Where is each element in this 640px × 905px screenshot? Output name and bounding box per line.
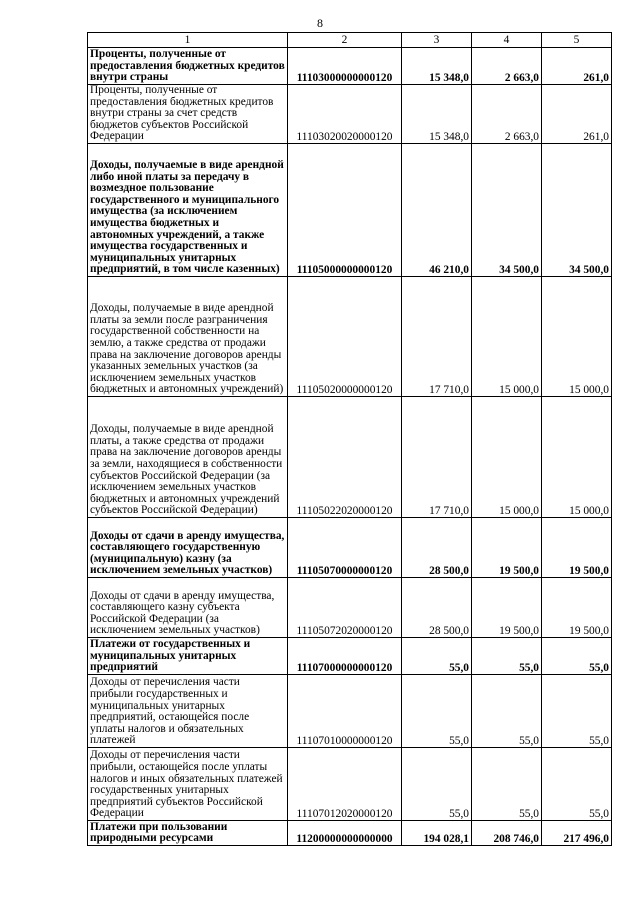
column-number-row (88, 33, 612, 48)
table-row (88, 276, 612, 396)
row-value-col5: 34 500,0 (542, 143, 612, 276)
column-header-4: 4 (472, 33, 542, 48)
table-row (88, 48, 612, 85)
row-value-col3: 55,0 (402, 747, 472, 820)
table-row (88, 637, 612, 674)
row-code: 11103000000000120 (288, 48, 402, 85)
row-value-col3: 15 348,0 (402, 48, 472, 85)
table-row (88, 85, 612, 144)
table-row (88, 577, 612, 637)
row-value-col3: 15 348,0 (402, 85, 472, 144)
row-value-col3: 17 710,0 (402, 276, 472, 396)
column-header-5: 5 (542, 33, 612, 48)
row-name: Доходы, получаемые в виде арендной платы за земли после разграничения государственной собственности на землю, а также средства от продажи права на заключение договоров аренды указанных земельных участков (за исключением земельных участков бюджетных и автономных учреждений) (88, 276, 288, 396)
table-row (88, 517, 612, 577)
page-number: 8 (317, 16, 323, 30)
row-value-col5: 19 500,0 (542, 577, 612, 637)
table-row (88, 674, 612, 747)
row-value-col4: 15 000,0 (472, 276, 542, 396)
table-header (88, 33, 612, 48)
row-value-col4: 55,0 (472, 747, 542, 820)
column-header-3: 3 (402, 33, 472, 48)
row-name: Доходы от сдачи в аренду имущества, составляющего государственную (муниципальную) казну (за исключением земельных участков) (88, 517, 288, 577)
row-value-col4: 208 746,0 (472, 820, 542, 845)
row-value-col4: 34 500,0 (472, 143, 542, 276)
row-value-col5: 55,0 (542, 747, 612, 820)
row-value-col3: 55,0 (402, 674, 472, 747)
row-value-col4: 2 663,0 (472, 48, 542, 85)
row-code: 11105020000000120 (288, 276, 402, 396)
row-value-col5: 15 000,0 (542, 276, 612, 396)
table-row (88, 820, 612, 845)
row-value-col4: 19 500,0 (472, 577, 542, 637)
table-body (88, 48, 612, 846)
row-code: 11105072020000120 (288, 577, 402, 637)
row-value-col5: 55,0 (542, 637, 612, 674)
table-row (88, 747, 612, 820)
row-value-col5: 55,0 (542, 674, 612, 747)
table-row (88, 396, 612, 517)
row-value-col4: 2 663,0 (472, 85, 542, 144)
row-name: Доходы от сдачи в аренду имущества, составляющего казну субъекта Российской Федерации (за исключением земельных участков) (88, 577, 288, 637)
row-value-col5: 261,0 (542, 48, 612, 85)
row-value-col4: 55,0 (472, 674, 542, 747)
row-code: 11105070000000120 (288, 517, 402, 577)
row-value-col4: 19 500,0 (472, 517, 542, 577)
row-name: Проценты, полученные от предоставления бюджетных кредитов внутри страны (88, 48, 288, 85)
row-name: Доходы от перечисления части прибыли государственных и муниципальных унитарных предприятий, остающейся после уплаты налогов и обязательных платежей (88, 674, 288, 747)
row-code: 11105022020000120 (288, 396, 402, 517)
row-value-col4: 15 000,0 (472, 396, 542, 517)
row-name: Проценты, полученные от предоставления бюджетных кредитов внутри страны за счет средств бюджетов субъектов Российской Федерации (88, 85, 288, 144)
table-row (88, 143, 612, 276)
row-value-col3: 17 710,0 (402, 396, 472, 517)
row-value-col3: 55,0 (402, 637, 472, 674)
row-value-col3: 194 028,1 (402, 820, 472, 845)
row-code: 11103020020000120 (288, 85, 402, 144)
row-code: 11107012020000120 (288, 747, 402, 820)
row-code: 11107010000000120 (288, 674, 402, 747)
row-code: 11200000000000000 (288, 820, 402, 845)
row-value-col5: 261,0 (542, 85, 612, 144)
row-value-col5: 217 496,0 (542, 820, 612, 845)
row-name: Доходы, получаемые в виде арендной платы, а также средства от продажи права на заключение договоров аренды за земли, находящиеся в собственности субъектов Российской Федерации (за исключением земельных участков бюджетных и автономных учреждений субъектов Российской Федерации) (88, 396, 288, 517)
column-header-2: 2 (288, 33, 402, 48)
row-code: 11105000000000120 (288, 143, 402, 276)
row-value-col3: 28 500,0 (402, 577, 472, 637)
row-value-col3: 28 500,0 (402, 517, 472, 577)
row-value-col3: 46 210,0 (402, 143, 472, 276)
row-value-col5: 19 500,0 (542, 517, 612, 577)
row-name: Платежи при пользовании природными ресурсами (88, 820, 288, 845)
row-value-col4: 55,0 (472, 637, 542, 674)
row-value-col5: 15 000,0 (542, 396, 612, 517)
budget-revenue-table (87, 32, 612, 846)
row-name: Платежи от государственных и муниципальных унитарных предприятий (88, 637, 288, 674)
row-code: 11107000000000120 (288, 637, 402, 674)
column-header-1: 1 (88, 33, 288, 48)
row-name: Доходы, получаемые в виде арендной либо иной платы за передачу в возмездное пользование государственного и муниципального имущества (за исключением имущества бюджетных и автономных учреждений, а также имущества государственных и муниципальных унитарных предприятий, в том числе казенных) (88, 143, 288, 276)
row-name: Доходы от перечисления части прибыли, остающейся после уплаты налогов и иных обязательных платежей государственных унитарных предприятий субъектов Российской Федерации (88, 747, 288, 820)
